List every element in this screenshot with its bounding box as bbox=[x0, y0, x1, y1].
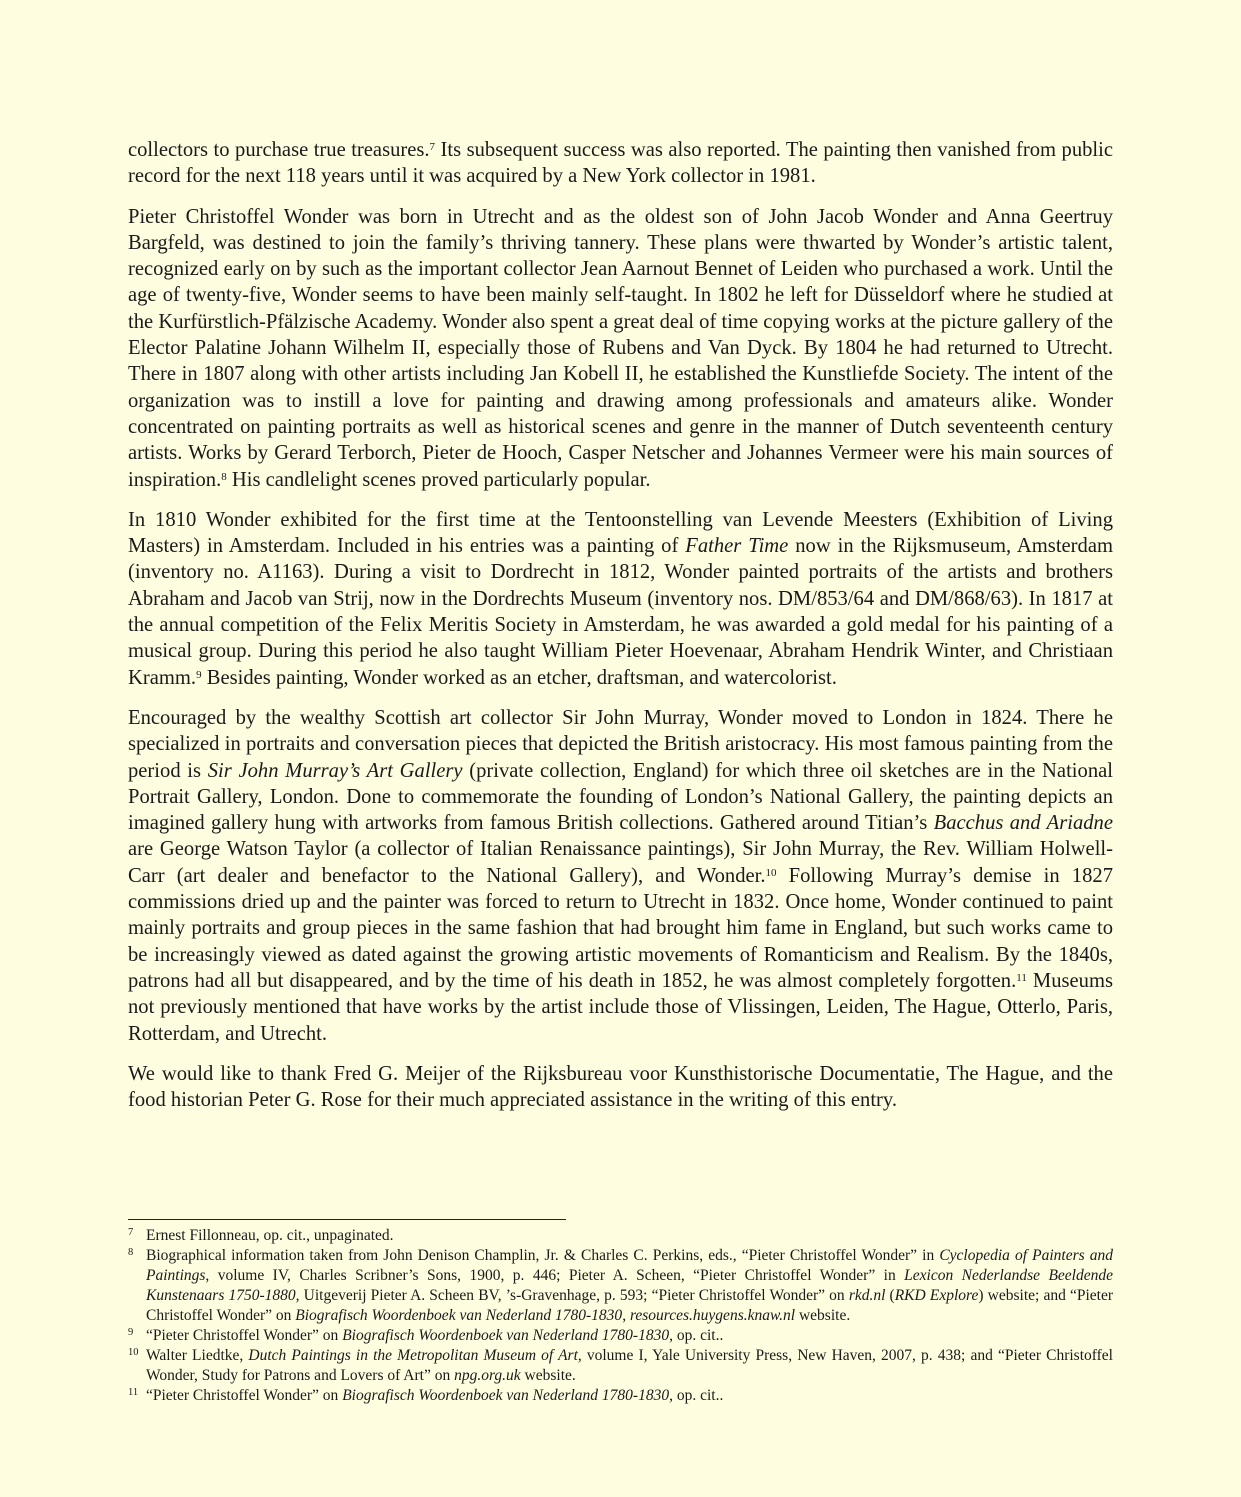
italic-title: Sir John Murray’s Art Gallery bbox=[207, 759, 463, 782]
italic-title: Biografisch Woordenboek van Nederland 1780-1830 bbox=[295, 1307, 623, 1324]
footnote-reference: 8 bbox=[221, 470, 227, 483]
text-run: Biographical information taken from John Denison Champlin, Jr. & Charles C. Perkins, eds., “Pieter Christoffel Wonder” in bbox=[146, 1247, 940, 1264]
italic-title: Biografisch Woordenboek van Nederland 1780-1830 bbox=[342, 1327, 670, 1344]
paragraph bbox=[128, 137, 1113, 190]
text-run: Its subsequent success was also reported. The painting then vanished from public record for the next 118 years until it was acquired by a New York collector in 1981. bbox=[128, 139, 1113, 188]
footnote-number: 10 bbox=[128, 1347, 139, 1358]
italic-title: RKD Explore bbox=[894, 1287, 979, 1304]
footnote-number: 9 bbox=[128, 1327, 134, 1338]
footnote bbox=[128, 1346, 1113, 1386]
text-run: Following Murray’s demise in 1827 commissions dried up and the painter was forced to return to Utrecht in 1832. Once home, Wonder continued to paint mainly portraits and group pieces in the same fashion that had brought him fame in England, but such works came to be increasingly viewed as dated against the growing artistic movements of Romanticism and Realism. By the 1840s, patrons had all but disappeared, and by the time of his death in 1852, he was almost completely forgotten. bbox=[128, 864, 1113, 992]
italic-title: Father Time bbox=[685, 535, 789, 558]
footnote-number: 11 bbox=[128, 1387, 139, 1398]
text-run: are George Watson Taylor (a collector of Italian Renaissance paintings), Sir John Murray, the Rev. William Holwell-Carr (art dealer and benefactor to the National Gallery), and Wonder. bbox=[128, 838, 1113, 887]
italic-title: Cyclopedia of Painters and Paintings bbox=[146, 1247, 1114, 1284]
text-run: Besides painting, Wonder worked as an etcher, draftsman, and watercolorist. bbox=[201, 666, 837, 689]
paragraph bbox=[128, 1061, 1113, 1114]
text-run: In 1810 Wonder exhibited for the first time at the Tentoonstelling van Levende Meesters (Exhibition of Living Masters) in Amsterdam. Included in his entries was a painting of bbox=[128, 508, 1113, 558]
italic-title: rkd.nl bbox=[848, 1287, 886, 1304]
text-run: Ernest Fillonneau, op. cit., unpaginated. bbox=[146, 1227, 394, 1244]
footnotes bbox=[128, 1226, 1113, 1406]
body-text bbox=[128, 137, 1113, 1127]
text-run: ) website; and “Pieter Christoffel Wonder” on bbox=[146, 1287, 1113, 1324]
text-run: , op. cit.. bbox=[669, 1327, 724, 1344]
footnote-reference: 9 bbox=[196, 668, 202, 681]
text-run: website. bbox=[520, 1367, 576, 1384]
text-run: (private collection, England) for which three oil sketches are in the National Portrait Gallery, London. Done to commemorate the founding of London’s National Gallery, the painting depicts an imagined gallery hung with artworks from famous British collections. Gathered around Titian’s bbox=[128, 759, 1113, 835]
text-run: collectors to purchase true treasures. bbox=[128, 139, 430, 161]
italic-title: Biografisch Woordenboek van Nederland 1780-1830 bbox=[342, 1387, 670, 1404]
text-run: , bbox=[622, 1307, 630, 1324]
footnote bbox=[128, 1246, 1113, 1326]
footnote-divider bbox=[128, 1219, 566, 1220]
text-run: now in the Rijksmuseum, Amsterdam (inventory no. A1163). During a visit to Dordrecht in 1812, Wonder painted portraits of the artists and brothers Abraham and Jacob van Strij, now in the Dordrechts Museum (inventory nos. DM/853/64 and DM/868/63). In 1817 at the annual competition of the Felix Meritis Society in Amsterdam, he was awarded a gold medal for his painting of a musical group. During this period he also taught William Pieter Hoevenaar, Abraham Hendrik Winter, and Christiaan Kramm. bbox=[128, 535, 1114, 689]
italic-title: Dutch Paintings in the Metropolitan Museum of Art, bbox=[248, 1347, 582, 1364]
text-run: , volume IV, Charles Scribner’s Sons, 1900, p. 446; Pieter A. Scheen, “Pieter Christoffel Wonder” in bbox=[205, 1267, 905, 1284]
text-run: Walter Liedtke, bbox=[146, 1347, 249, 1364]
paragraph bbox=[128, 507, 1113, 691]
text-run: We would like to thank Fred G. Meijer of the Rijksbureau voor Kunsthistorische Documentatie, The Hague, and the food historian Peter G. Rose for their much appreciated assistance in the writing of this entry. bbox=[128, 1062, 1113, 1112]
italic-title: resources.huygens.knaw.nl bbox=[629, 1307, 796, 1324]
text-run: Museums not previously mentioned that have works by the artist include those of Vlissingen, Leiden, The Hague, Otterlo, Paris, Rotterdam, and Utrecht. bbox=[128, 969, 1113, 1045]
text-run: Encouraged by the wealthy Scottish art collector Sir John Murray, Wonder moved to London in 1824. There he specialized in portraits and conversation pieces that depicted the British aristocracy. His most famous painting from the period is bbox=[128, 706, 1113, 782]
text-run: Uitgeverij Pieter A. Scheen BV, ’s-Gravenhage, p. 593; “Pieter Christoffel Wonder” on bbox=[299, 1287, 849, 1304]
text-run: website. bbox=[795, 1307, 851, 1324]
footnote-reference: 11 bbox=[1016, 971, 1027, 984]
footnote bbox=[128, 1386, 1113, 1406]
italic-title: Bacchus and Ariadne bbox=[933, 812, 1113, 835]
footnote-number: 7 bbox=[128, 1227, 134, 1238]
footnote-reference: 7 bbox=[429, 141, 436, 153]
paragraph bbox=[128, 204, 1113, 493]
text-run: His candlelight scenes proved particularly popular. bbox=[226, 468, 651, 491]
italic-title: npg.org.uk bbox=[454, 1367, 521, 1384]
footnote-number: 8 bbox=[128, 1247, 134, 1258]
italic-title: Lexicon Nederlandse Beeldende Kunstenaars 1750-1880, bbox=[146, 1267, 1113, 1304]
footnote-reference: 10 bbox=[765, 866, 777, 879]
text-run: , op. cit.. bbox=[669, 1387, 724, 1404]
paragraph bbox=[128, 705, 1113, 1047]
text-run: ( bbox=[885, 1287, 895, 1304]
text-run: “Pieter Christoffel Wonder” on bbox=[146, 1387, 343, 1404]
text-run: volume I, Yale University Press, New Haven, 2007, p. 438; and “Pieter Christoffel Wonder, Study for Patrons and Lovers of Art” on bbox=[146, 1347, 1113, 1384]
footnote bbox=[128, 1226, 1113, 1246]
text-run: “Pieter Christoffel Wonder” on bbox=[146, 1327, 343, 1344]
text-run: Pieter Christoffel Wonder was born in Utrecht and as the oldest son of John Jacob Wonder and Anna Geertruy Bargfeld, was destined to join the family’s thriving tannery. These plans were thwarted by Wonder’s artistic talent, recognized early on by such as the important collector Jean Aarnout Bennet of Leiden who purchased a work. Until the age of twenty-five, Wonder seems to have been mainly self-taught. In 1802 he left for Düsseldorf where he studied at the Kurfürstlich-Pfälzische Academy. Wonder also spent a great deal of time copying works at the picture gallery of the Elector Palatine Johann Wilhelm II, especially those of Rubens and Van Dyck. By 1804 he had returned to Utrecht. There in 1807 along with other artists including Jan Kobell II, he established the Kunstliefde Society. The intent of the organization was to instill a love for painting and drawing among professionals and amateurs alike. Wonder concentrated on painting portraits as well as historical scenes and genre in the manner of Dutch seventeenth century artists. Works by Gerard Terborch, Pieter de Hooch, Casper Netscher and Johannes Vermeer were his main sources of inspiration. bbox=[128, 205, 1113, 491]
footnote bbox=[128, 1326, 1113, 1346]
